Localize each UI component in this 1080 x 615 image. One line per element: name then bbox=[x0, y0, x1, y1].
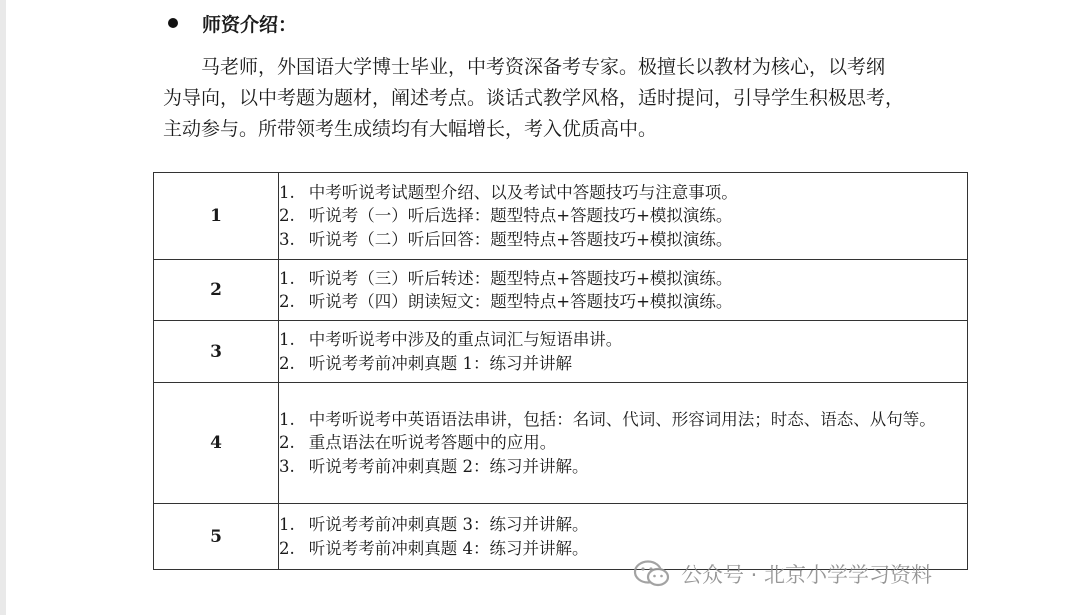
list-item: 3. 听说考考前冲刺真题 2：练习并讲解。 bbox=[279, 456, 589, 476]
session-number: 5 bbox=[154, 504, 279, 570]
intro-line: 马老师，外国语大学博士毕业，中考资深备考专家。极擅长以教材为核心，以考纲 bbox=[201, 56, 886, 78]
list-item: 2. 听说考（四）朗读短文：题型特点+答题技巧+模拟演练。 bbox=[279, 292, 733, 311]
list-item: 2. 重点语法在听说考答题中的应用。 bbox=[279, 433, 557, 453]
teacher-intro bbox=[163, 52, 963, 145]
heading-text: 师资介绍： bbox=[202, 13, 298, 36]
session-content bbox=[279, 383, 968, 504]
table-row bbox=[154, 260, 968, 321]
section-heading bbox=[168, 8, 297, 38]
list-item: 2. 听说考（一）听后选择：题型特点+答题技巧+模拟演练。 bbox=[279, 206, 733, 226]
page-edge bbox=[0, 0, 6, 615]
list-item: 1. 中考听说考试题型介绍、以及考试中答题技巧与注意事项。 bbox=[279, 182, 738, 202]
intro-line: 为导向，以中考题为题材，阐述考点。谈话式教学风格，适时提问，引导学生积极思考， bbox=[163, 87, 905, 109]
session-number: 2 bbox=[154, 260, 279, 321]
table-row bbox=[154, 321, 968, 383]
course-schedule-table bbox=[153, 172, 968, 570]
list-item: 2. 听说考考前冲刺真题 1：练习并讲解 bbox=[279, 353, 572, 373]
watermark bbox=[633, 557, 932, 591]
session-number: 4 bbox=[154, 383, 279, 504]
list-item: 1. 中考听说考中英语语法串讲，包括：名词、代词、形容词用法；时态、语态、从句等。 bbox=[279, 409, 936, 429]
table-row bbox=[154, 173, 968, 260]
list-item: 2. 听说考考前冲刺真题 4：练习并讲解。 bbox=[279, 538, 589, 558]
session-content bbox=[279, 260, 968, 321]
bullet-icon bbox=[168, 18, 178, 28]
session-number: 3 bbox=[154, 321, 279, 383]
wechat-icon bbox=[633, 559, 671, 589]
watermark-text: 公众号 · 北京小学学习资料 bbox=[681, 563, 933, 587]
table-row bbox=[154, 383, 968, 504]
list-item: 1. 听说考（三）听后转述：题型特点+答题技巧+模拟演练。 bbox=[279, 268, 733, 288]
session-number: 1 bbox=[154, 173, 279, 260]
session-content bbox=[279, 321, 968, 383]
list-item: 1. 中考听说考中涉及的重点词汇与短语串讲。 bbox=[279, 330, 623, 349]
list-item: 3. 听说考（二）听后回答：题型特点+答题技巧+模拟演练。 bbox=[279, 229, 733, 249]
session-content bbox=[279, 173, 968, 260]
list-item: 1. 听说考考前冲刺真题 3：练习并讲解。 bbox=[279, 515, 589, 534]
intro-line: 主动参与。所带领考生成绩均有大幅增长，考入优质高中。 bbox=[163, 118, 658, 140]
